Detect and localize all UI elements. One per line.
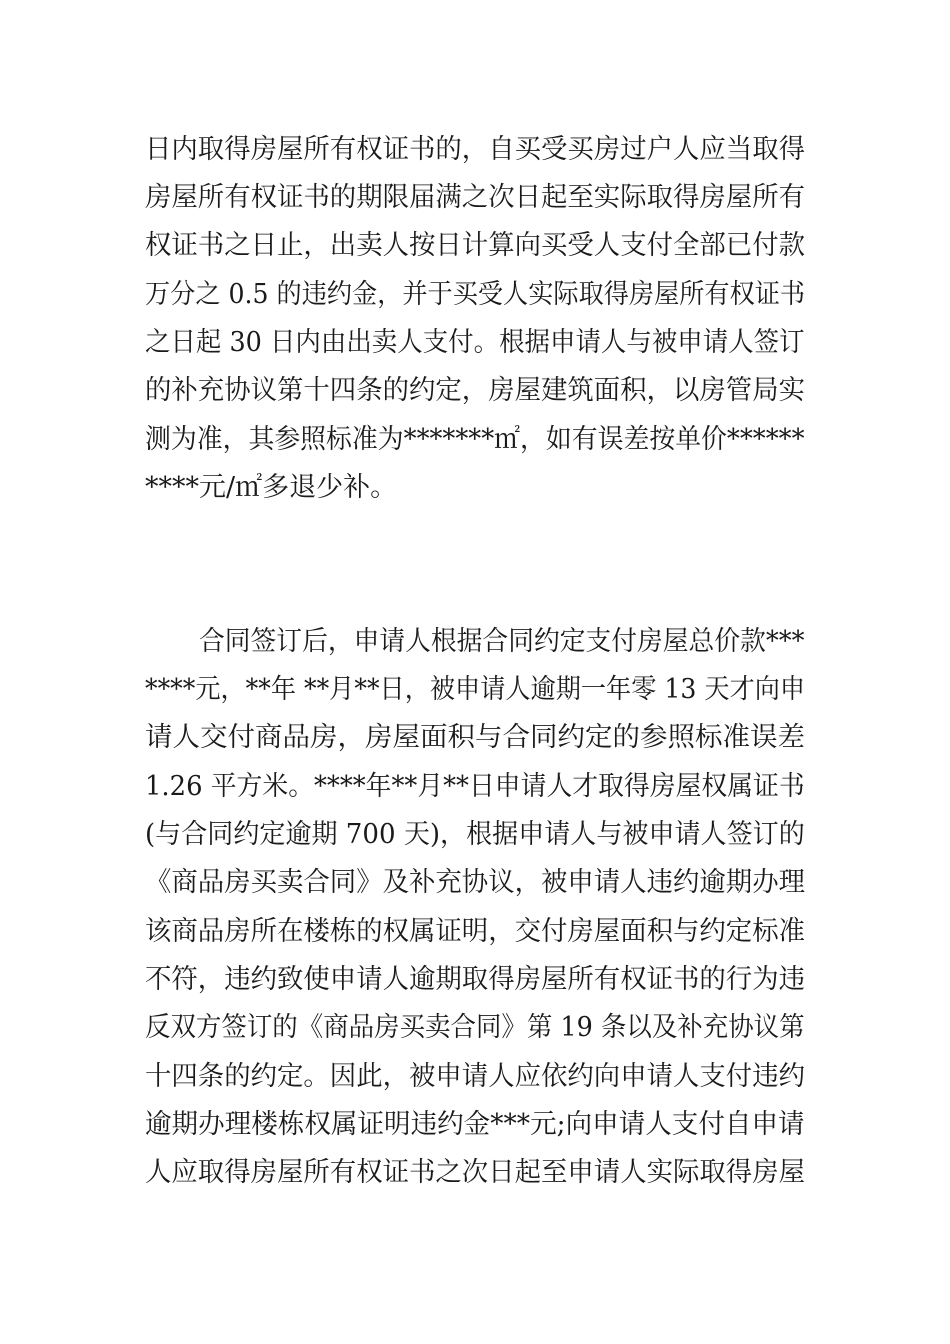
text-line: 《商品房买卖合同》及补充协议，被申请人违约逾期办理 [145, 867, 806, 898]
text-line: 该商品房所在楼栋的权属证明，交付房屋面积与约定标准 [145, 916, 806, 947]
text-line: 合同签订后，申请人根据合同约定支付房屋总价款*** [199, 626, 805, 657]
text-line: 不符，违约致使申请人逾期取得房屋所有权证书的行为违 [145, 964, 806, 995]
text-line: 逾期办理楼栋权属证明违约金***元;向申请人支付自申请 [145, 1109, 805, 1140]
text-line: ****元/㎡多退少补。 [145, 472, 398, 503]
text-line: 反双方签订的《商品房买卖合同》第 19 条以及补充协议第 [145, 1012, 805, 1043]
text-line: 房屋所有权证书的期限届满之次日起至实际取得房屋所有 [145, 182, 806, 213]
text-line: (与合同约定逾期 700 天)，根据申请人与被申请人签订的 [145, 819, 805, 850]
text-line: 测为准，其参照标准为*******㎡，如有误差按单价****** [145, 424, 805, 455]
text-line: 十四条的约定。因此，被申请人应依约向申请人支付违约 [145, 1061, 806, 1092]
text-line: 1.26 平方米。****年**月**日申请人才取得房屋权属证书 [145, 771, 805, 802]
text-line: 日内取得房屋所有权证书的，自买受买房过户人应当取得 [145, 134, 806, 165]
text-line: 请人交付商品房，房屋面积与合同约定的参照标准误差 [145, 722, 805, 753]
text-line: ****元，**年 **月**日，被申请人逾期一年零 13 天才向申 [145, 674, 806, 705]
text-line: 人应取得房屋所有权证书之次日起至申请人实际取得房屋 [145, 1157, 806, 1188]
text-line: 之日起 30 日内由出卖人支付。根据申请人与被申请人签订 [145, 327, 805, 358]
text-line: 权证书之日止，出卖人按日计算向买受人支付全部已付款 [145, 230, 806, 261]
text-line: 的补充协议第十四条的约定，房屋建筑面积，以房管局实 [145, 375, 806, 406]
text-line: 万分之 0.5 的违约金，并于买受人实际取得房屋所有权证书 [145, 279, 806, 310]
